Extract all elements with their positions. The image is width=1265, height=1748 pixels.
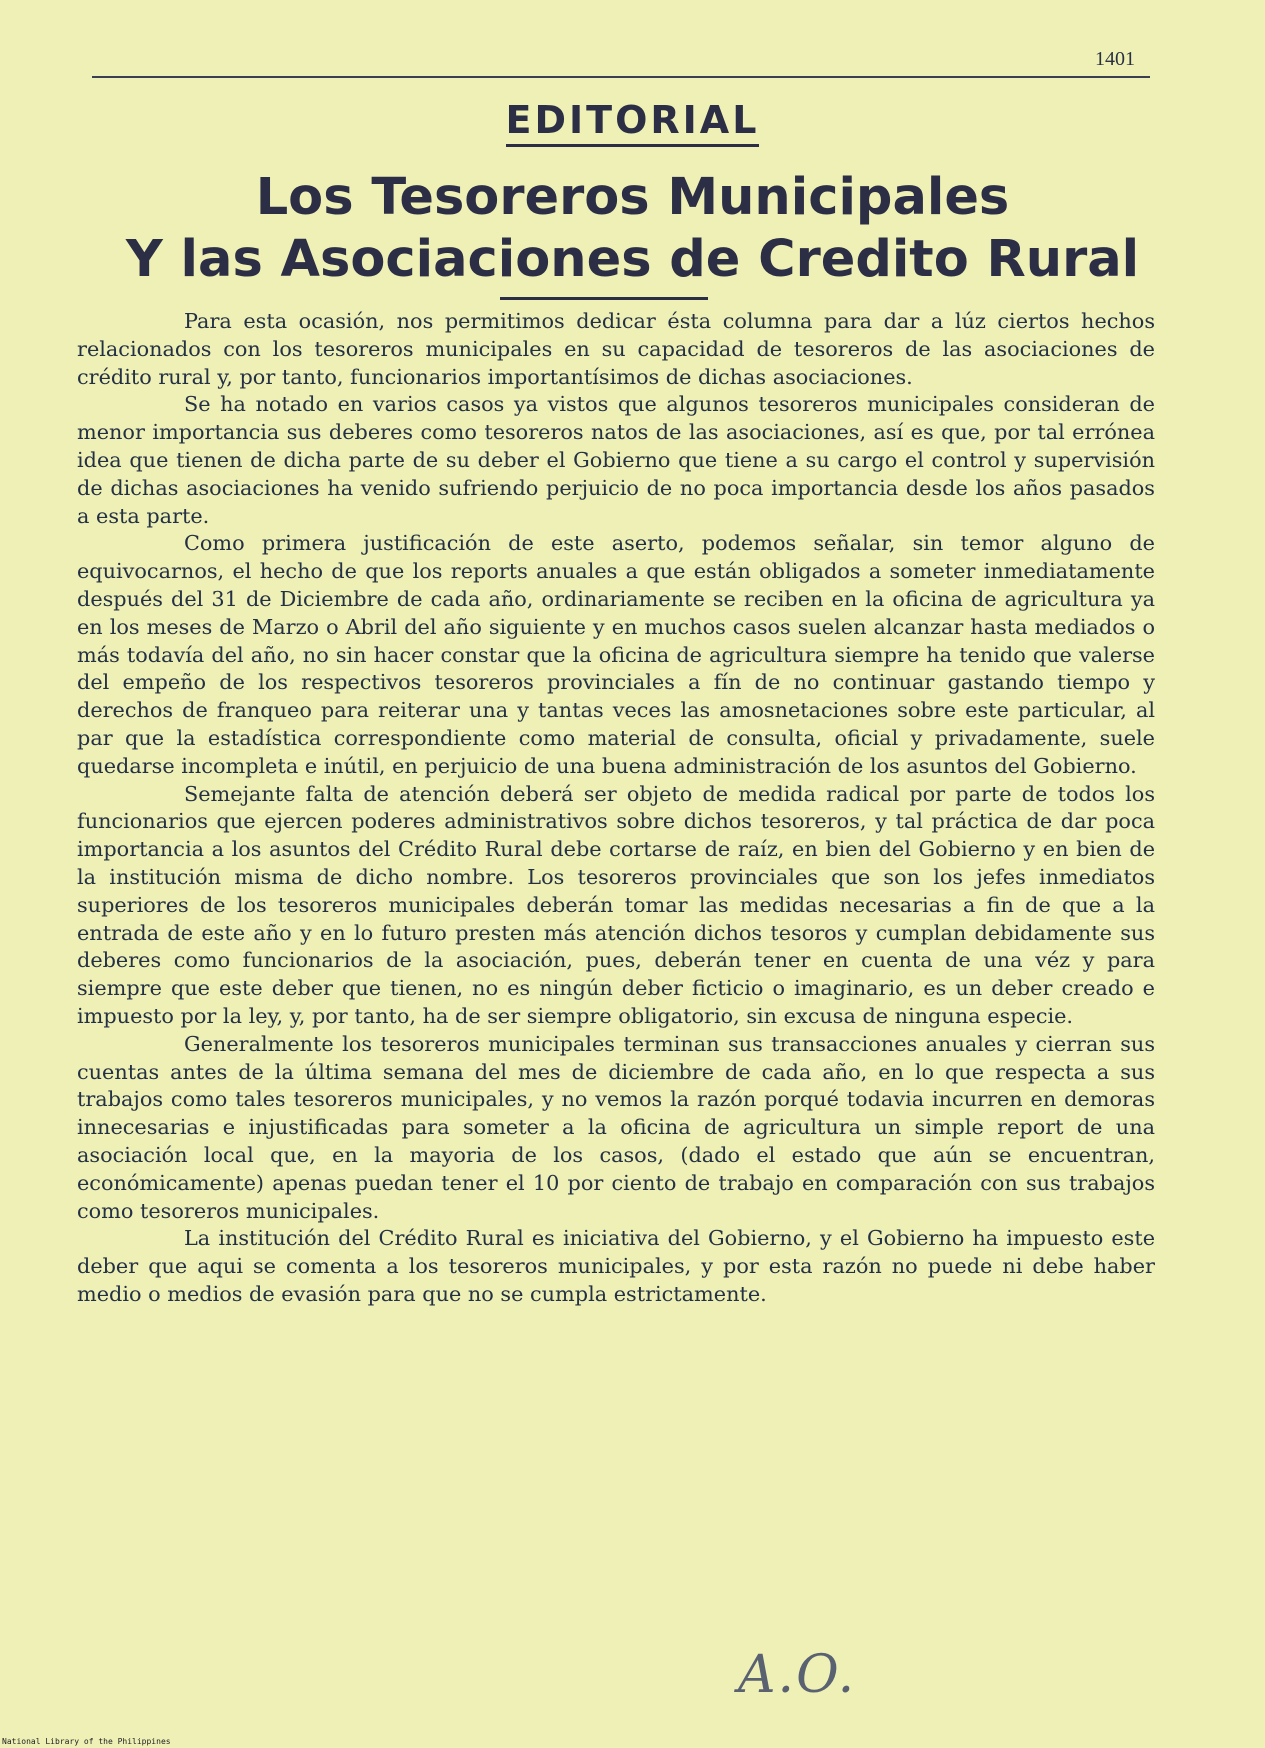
- paragraph: Para esta ocasión, nos permitimos dedicar ésta columna para dar a lúz ciertos hechos relacionados con los tesoreros municipales en su capacidad de tesoreros de las asociaciones de crédito rural y, por tanto, funcionarios importantísimos de dichas asociaciones.: [77, 309, 1155, 389]
- page-number: 1401: [1095, 48, 1135, 70]
- paragraph: Semejante falta de atención deberá ser objeto de medida radical por parte de todos los funcionarios que ejercen poderes administrativos sobre dichos tesoreros, y tal práctica de dar poca importancia a los asuntos del Crédito Rural debe cortarse de raíz, en bien del Gobierno y en bien de la institución misma de dicho nombre. Los tesoreros provinciales que son los jefes inmediatos superiores de los tesoreros municipales deberán tomar las medidas necesarias a fin de que a la entrada de este año y en lo futuro presten más atención dichos tesoros y cumplan debidamente sus deberes como funcionarios de la asociación, pues, deberán tener en cuenta de una véz y para siempre que este deber que tienen, no es ningún deber ficticio o imaginario, es un deber creado e impuesto por la ley, y, por tanto, ha de ser siempre obligatorio, sin excusa de ninguna especie.: [77, 781, 1155, 1028]
- paragraph: Como primera justificación de este aserto, podemos señalar, sin temor alguno de equivocarnos, el hecho de que los reports anuales a que están obligados a someter inmediatamente después del 31 de Diciembre de cada año, ordinariamente se reciben en la oficina de agricultura ya en los meses de Marzo o Abril del año siguiente y en muchos casos suelen alcanzar hasta mediados o más todavía del año, no sin hacer constar que la oficina de agricultura siempre ha tenido que valerse del empeño de los respectivos tesoreros provinciales a fín de no continuar gastando tiempo y derechos de franqueo para reiterar una y tantas veces las amosnetaciones sobre este particular, al par que la estadística correspondiente como material de consulta, oficial y privadamente, suele quedarse incompleta e inútil, en perjuicio de una buena administración de los asuntos del Gobierno.: [77, 531, 1155, 778]
- section-heading-text: EDITORIAL: [506, 98, 760, 147]
- article-title-line-1: Los Tesoreros Municipales: [255, 168, 1010, 227]
- article-title-line-2: Y las Asociaciones de Credito Rural: [125, 230, 1140, 289]
- section-heading: [0, 98, 1265, 142]
- author-signature: A.O.: [738, 1645, 857, 1705]
- article-body: [77, 308, 1155, 1309]
- paragraph: Se ha notado en varios casos ya vistos que algunos tesoreros municipales consideran de menor importancia sus deberes como tesoreros natos de las asociaciones, así es que, por tal errónea idea que tienen de dicha parte de su deber el Gobierno que tiene a su cargo el control y supervisión de dichas asociaciones ha venido sufriendo perjuicio de no poca importancia desde los años pasados a esta parte.: [77, 392, 1155, 528]
- library-credit: National Library of the Philippines: [2, 1737, 171, 1746]
- top-rule: [92, 76, 1150, 78]
- paragraph: La institución del Crédito Rural es iniciativa del Gobierno, y el Gobierno ha impuesto este deber que aqui se comenta a los tesoreros municipales, y por esta razón no puede ni debe haber medio o medios de evasión para que no se cumpla estrictamente.: [77, 1226, 1155, 1306]
- title-divider: [500, 297, 708, 300]
- paragraph: Generalmente los tesoreros municipales terminan sus transacciones anuales y cierran sus cuentas antes de la última semana del mes de diciembre de cada año, en lo que respecta a sus trabajos como tales tesoreros municipales, y no vemos la razón porqué todavia incurren en demoras innecesarias e injustificadas para someter a la oficina de agricultura un simple report de una asociación local que, en la mayoria de los casos, (dado el estado que aún se encuentran, económicamente) apenas puedan tener el 10 por ciento de trabajo en comparación con sus trabajos como tesoreros municipales.: [77, 1031, 1155, 1223]
